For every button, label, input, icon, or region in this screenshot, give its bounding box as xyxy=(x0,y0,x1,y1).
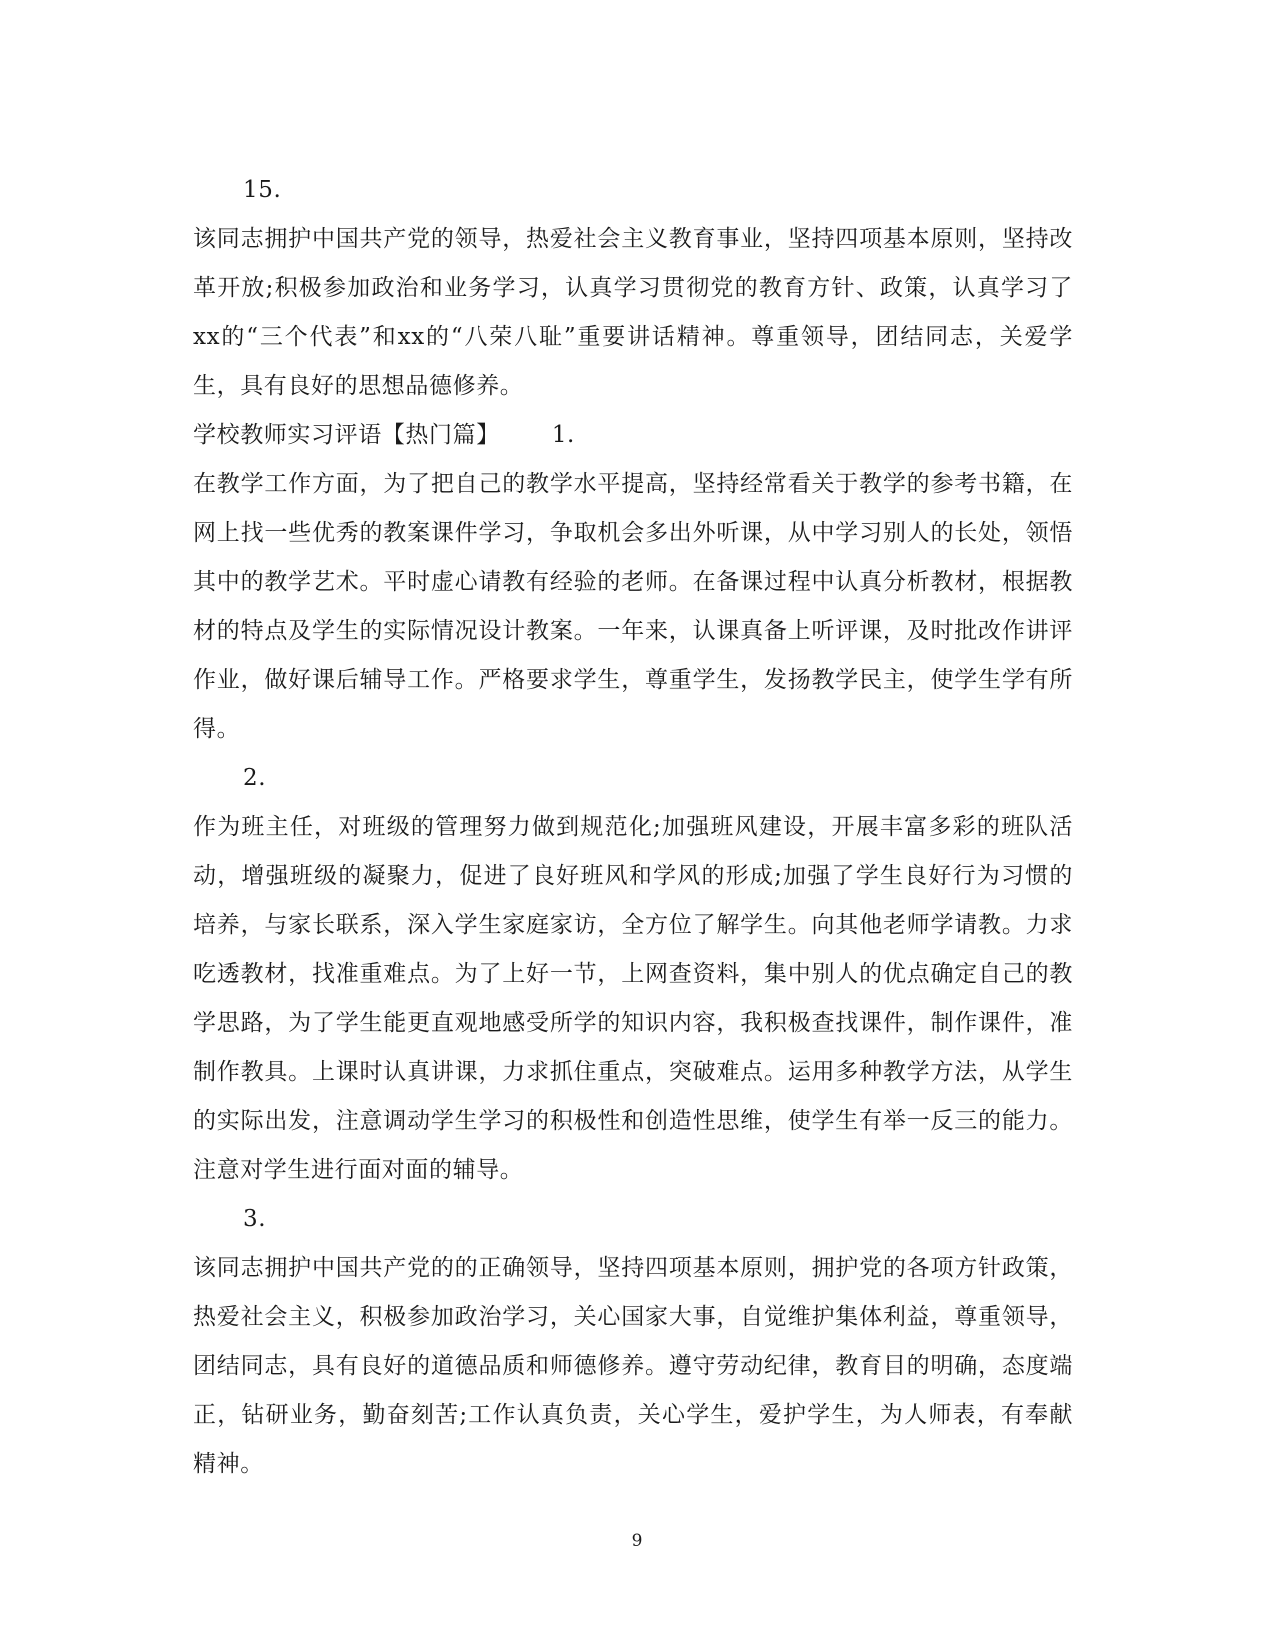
document-body xyxy=(193,166,1073,1489)
section-heading-title: 学校教师实习评语【热门篇】 xyxy=(193,422,500,448)
paragraph: 该同志拥护中国共产党的领导，热爱社会主义教育事业，坚持四项基本原则，坚持改革开放;积极参加政治和业务学习，认真学习贯彻党的教育方针、政策，认真学习了xx的“三个代表”和xx的“八荣八耻”重要讲话精神。尊重领导，团结同志，关爱学生，具有良好的思想品德修养。 xyxy=(193,226,1073,399)
paragraph: 作为班主任，对班级的管理努力做到规范化;加强班风建设，开展丰富多彩的班队活动，增强班级的凝聚力，促进了良好班风和学风的形成;加强了学生良好行为习惯的培养，与家长联系，深入学生家庭家访，全方位了解学生。向其他老师学请教。力求吃透教材，找准重难点。为了上好一节，上网查资料，集中别人的优点确定自己的教学思路，为了学生能更直观地感受所学的知识内容，我积极查找课件，制作课件，准制作教具。上课时认真讲课，力求抓住重点，突破难点。运用多种教学方法，从学生的实际出发，注意调动学生学习的积极性和创造性思维，使学生有举一反三的能力。注意对学生进行面对面的辅导。 xyxy=(193,814,1073,1183)
item-number: 2. xyxy=(243,765,267,791)
page-number: 9 xyxy=(631,1531,643,1551)
item-number: 15. xyxy=(243,177,282,203)
section-heading xyxy=(193,411,1073,460)
item-number: 1. xyxy=(551,422,575,448)
paragraph: 该同志拥护中国共产党的的正确领导，坚持四项基本原则，拥护党的各项方针政策，热爱社会主义，积极参加政治学习，关心国家大事，自觉维护集体利益，尊重领导，团结同志，具有良好的道德品质和师德修养。遵守劳动纪律，教育目的明确，态度端正，钻研业务，勤奋刻苦;工作认真负责，关心学生，爱护学生，为人师表，有奉献精神。 xyxy=(193,1255,1073,1477)
item-number: 3. xyxy=(243,1206,267,1232)
paragraph: 在教学工作方面，为了把自己的教学水平提高，坚持经常看关于教学的参考书籍，在网上找一些优秀的教案课件学习，争取机会多出外听课，从中学习别人的长处，领悟其中的教学艺术。平时虚心请教有经验的老师。在备课过程中认真分析教材，根据教材的特点及学生的实际情况设计教案。一年来，认课真备上听评课，及时批改作讲评作业，做好课后辅导工作。严格要求学生，尊重学生，发扬教学民主，使学生学有所得。 xyxy=(193,471,1073,742)
